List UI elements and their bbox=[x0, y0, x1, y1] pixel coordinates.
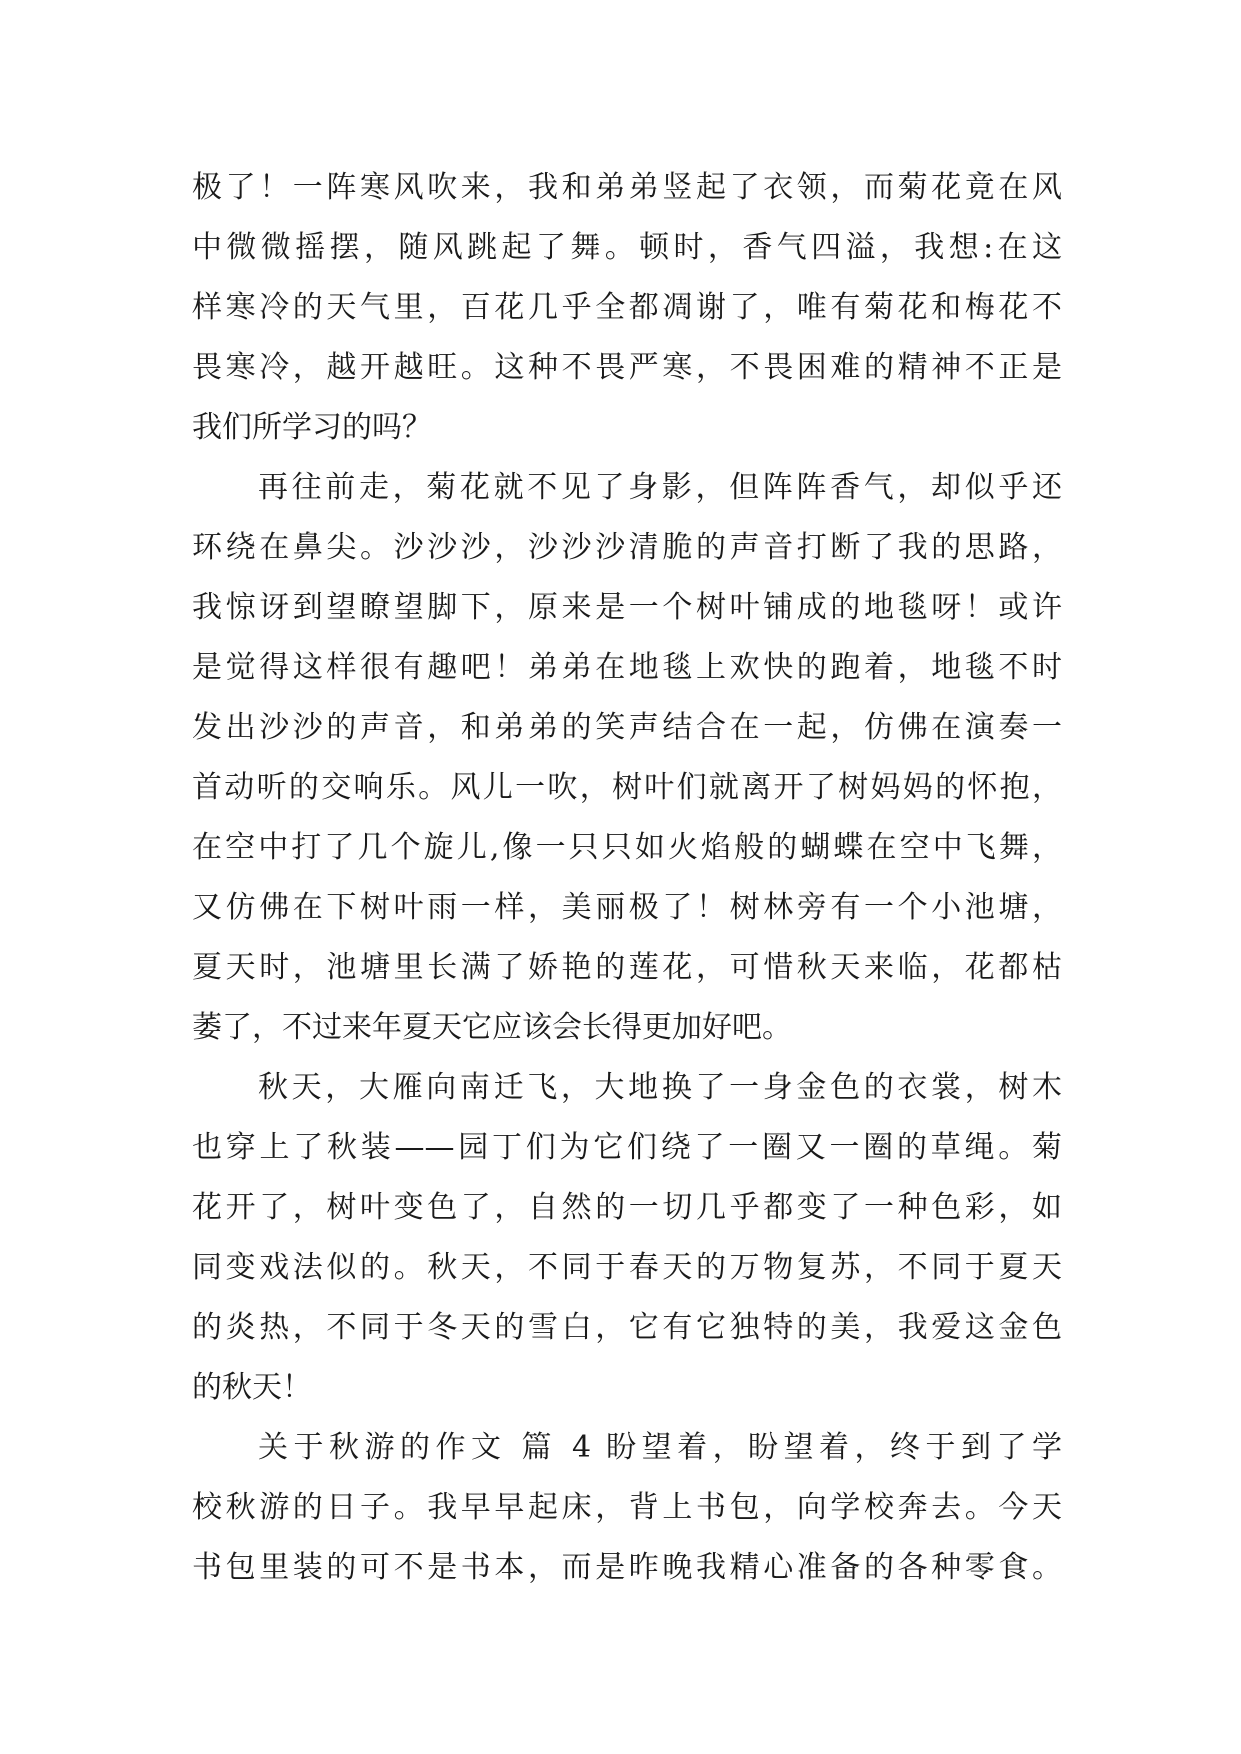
text-line: 样寒冷的天气里，百花几乎全都凋谢了，唯有菊花和梅花不 bbox=[192, 290, 1062, 325]
text-line: 的秋天！ bbox=[192, 1370, 312, 1405]
text-line: 再往前走，菊花就不见了身影，但阵阵香气，却似乎还 bbox=[258, 470, 1062, 505]
text-line: 夏天时，池塘里长满了娇艳的莲花，可惜秋天来临，花都枯 bbox=[192, 950, 1062, 985]
body-text bbox=[192, 158, 1062, 1598]
text-line: 书包里装的可不是书本，而是昨晚我精心准备的各种零食。 bbox=[192, 1550, 1062, 1585]
text-line: 我惊讶到望瞭望脚下，原来是一个树叶铺成的地毯呀！或许 bbox=[192, 590, 1062, 625]
text-line: 在空中打了几个旋儿,像一只只如火焰般的蝴蝶在空中飞舞， bbox=[192, 830, 1062, 865]
text-line: 又仿佛在下树叶雨一样，美丽极了！树林旁有一个小池塘， bbox=[192, 890, 1062, 925]
text-line: 中微微摇摆，随风跳起了舞。顿时，香气四溢，我想:在这 bbox=[192, 230, 1062, 265]
text-line: 关于秋游的作文 篇 4 盼望着，盼望着，终于到了学 bbox=[258, 1430, 1062, 1465]
text-line: 环绕在鼻尖。沙沙沙，沙沙沙清脆的声音打断了我的思路， bbox=[192, 530, 1062, 565]
text-line: 萎了，不过来年夏天它应该会长得更加好吧。 bbox=[192, 1010, 792, 1045]
text-line: 我们所学习的吗？ bbox=[192, 410, 432, 445]
text-line: 的炎热，不同于冬天的雪白，它有它独特的美，我爱这金色 bbox=[192, 1310, 1062, 1345]
text-line: 是觉得这样很有趣吧！弟弟在地毯上欢快的跑着，地毯不时 bbox=[192, 650, 1062, 685]
text-line: 发出沙沙的声音，和弟弟的笑声结合在一起，仿佛在演奏一 bbox=[192, 710, 1062, 745]
text-line: 校秋游的日子。我早早起床，背上书包，向学校奔去。今天 bbox=[192, 1490, 1062, 1525]
text-line: 同变戏法似的。秋天，不同于春天的万物复苏，不同于夏天 bbox=[192, 1250, 1062, 1285]
text-line: 极了！一阵寒风吹来，我和弟弟竖起了衣领，而菊花竟在风 bbox=[192, 170, 1062, 205]
text-line: 也穿上了秋装——园丁们为它们绕了一圈又一圈的草绳。菊 bbox=[192, 1130, 1062, 1165]
text-line: 首动听的交响乐。风儿一吹，树叶们就离开了树妈妈的怀抱， bbox=[192, 770, 1062, 805]
text-line: 畏寒冷，越开越旺。这种不畏严寒，不畏困难的精神不正是 bbox=[192, 350, 1062, 385]
text-line: 秋天，大雁向南迁飞，大地换了一身金色的衣裳，树木 bbox=[258, 1070, 1062, 1105]
text-line: 花开了，树叶变色了，自然的一切几乎都变了一种色彩，如 bbox=[192, 1190, 1062, 1225]
